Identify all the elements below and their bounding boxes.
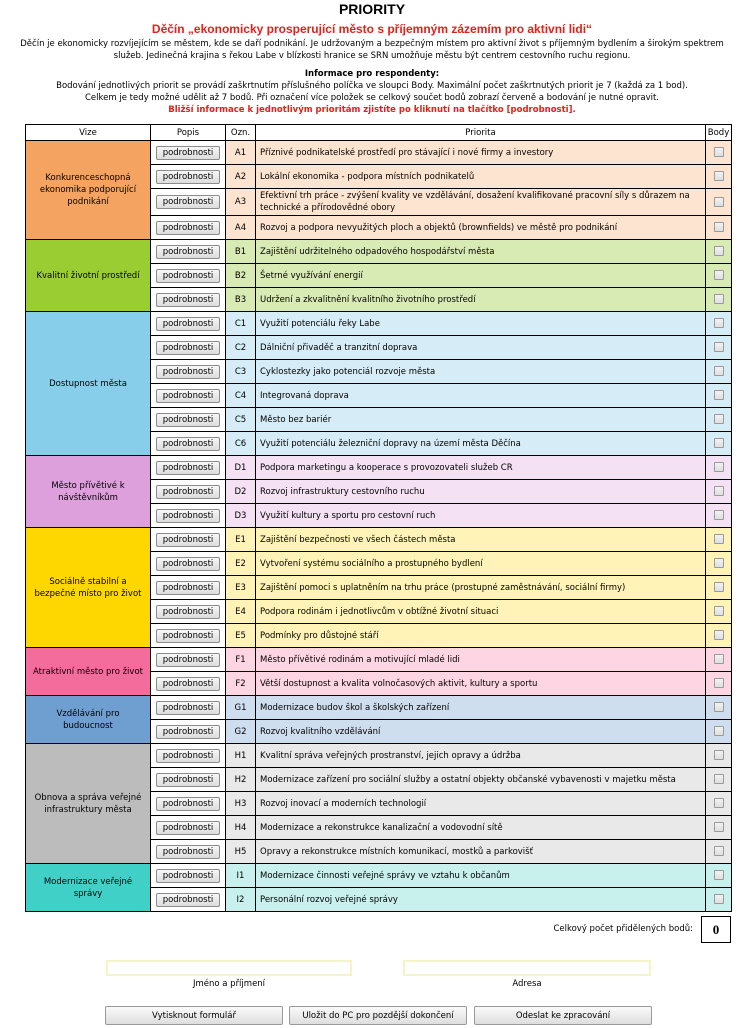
- body-cell: [706, 216, 732, 240]
- priority-text: Personální rozvoj veřejné správy: [256, 888, 706, 912]
- details-button-h2[interactable]: podrobnosti: [156, 773, 220, 787]
- priority-text: Kvalitní správa veřejných prostranství, jejich opravy a údržba: [256, 744, 706, 768]
- body-cell: [706, 648, 732, 672]
- vize-cell: Dostupnost města: [26, 312, 151, 456]
- priority-code: E4: [226, 600, 256, 624]
- body-cell: [706, 240, 732, 264]
- popis-cell: [151, 480, 226, 504]
- points-checkbox-c1[interactable]: [714, 318, 724, 328]
- points-checkbox-e1[interactable]: [714, 534, 724, 544]
- popis-cell: [151, 600, 226, 624]
- priority-text: Opravy a rekonstrukce místních komunikací, mostků a parkovišť: [256, 840, 706, 864]
- priority-code: B1: [226, 240, 256, 264]
- col-popis: Popis: [151, 125, 226, 141]
- priority-code: H3: [226, 792, 256, 816]
- points-checkbox-e4[interactable]: [714, 606, 724, 616]
- send-button[interactable]: Odeslat ke zpracování: [474, 1006, 652, 1025]
- popis-cell: [151, 141, 226, 165]
- popis-cell: [151, 456, 226, 480]
- priority-text: Rozvoj kvalitního vzdělávání: [256, 720, 706, 744]
- priority-text: Zajištění bezpečnosti ve všech částech města: [256, 528, 706, 552]
- priority-text: Využití potenciálu železniční dopravy na území města Děčína: [256, 432, 706, 456]
- body-cell: [706, 480, 732, 504]
- priority-code: B2: [226, 264, 256, 288]
- points-checkbox-i1[interactable]: [714, 870, 724, 880]
- points-checkbox-f2[interactable]: [714, 678, 724, 688]
- table-row: [26, 744, 732, 768]
- priority-code: H2: [226, 768, 256, 792]
- priority-code: I2: [226, 888, 256, 912]
- priority-text: Podmínky pro důstojné stáří: [256, 624, 706, 648]
- details-button-c6[interactable]: podrobnosti: [156, 437, 220, 451]
- body-cell: [706, 696, 732, 720]
- popis-cell: [151, 696, 226, 720]
- details-button-c4[interactable]: podrobnosti: [156, 389, 220, 403]
- priority-code: I1: [226, 864, 256, 888]
- body-cell: [706, 840, 732, 864]
- details-button-a4[interactable]: podrobnosti: [156, 221, 220, 235]
- points-checkbox-a4[interactable]: [714, 222, 724, 232]
- info-red-note: Bližší informace k jednotlivým prioritám zjistíte po kliknutí na tlačítko [podrobnosti].: [168, 105, 576, 115]
- body-cell: [706, 720, 732, 744]
- points-checkbox-e5[interactable]: [714, 630, 724, 640]
- popis-cell: [151, 576, 226, 600]
- details-button-e3[interactable]: podrobnosti: [156, 581, 220, 595]
- details-button-a3[interactable]: podrobnosti: [156, 195, 220, 209]
- priority-text: Podpora rodinám i jednotlivcům v obtížné životní situaci: [256, 600, 706, 624]
- details-button-d3[interactable]: podrobnosti: [156, 509, 220, 523]
- details-button-d2[interactable]: podrobnosti: [156, 485, 220, 499]
- popis-cell: [151, 240, 226, 264]
- popis-cell: [151, 720, 226, 744]
- priority-code: F2: [226, 672, 256, 696]
- body-cell: [706, 288, 732, 312]
- body-cell: [706, 141, 732, 165]
- popis-cell: [151, 888, 226, 912]
- priority-code: F1: [226, 648, 256, 672]
- details-button-c1[interactable]: podrobnosti: [156, 317, 220, 331]
- details-button-c3[interactable]: podrobnosti: [156, 365, 220, 379]
- popis-cell: [151, 189, 226, 216]
- points-checkbox-c2[interactable]: [714, 342, 724, 352]
- priority-code: A4: [226, 216, 256, 240]
- details-button-e2[interactable]: podrobnosti: [156, 557, 220, 571]
- priority-code: C1: [226, 312, 256, 336]
- col-body: Body: [706, 125, 732, 141]
- body-cell: [706, 189, 732, 216]
- details-button-h1[interactable]: podrobnosti: [156, 749, 220, 763]
- points-checkbox-h4[interactable]: [714, 822, 724, 832]
- priority-code: C5: [226, 408, 256, 432]
- points-checkbox-c4[interactable]: [714, 390, 724, 400]
- name-input[interactable]: [106, 960, 352, 976]
- details-button-e1[interactable]: podrobnosti: [156, 533, 220, 547]
- points-checkbox-h3[interactable]: [714, 798, 724, 808]
- priority-text: Podpora marketingu a kooperace s provozovateli služeb CR: [256, 456, 706, 480]
- table-row: [26, 864, 732, 888]
- priority-text: Modernizace činnosti veřejné správy ve vztahu k občanům: [256, 864, 706, 888]
- priority-code: E5: [226, 624, 256, 648]
- body-cell: [706, 816, 732, 840]
- page-subtitle: Děčín „ekonomicky prosperující město s příjemným zázemím pro aktivní lidi“: [151, 22, 593, 36]
- priority-text: Modernizace budov škol a školských zařízení: [256, 696, 706, 720]
- popis-cell: [151, 768, 226, 792]
- body-cell: [706, 504, 732, 528]
- details-button-b2[interactable]: podrobnosti: [156, 269, 220, 283]
- points-checkbox-a3[interactable]: [714, 197, 724, 207]
- priority-text: Příznivé podnikatelské prostředí pro stávající i nové firmy a investory: [256, 141, 706, 165]
- body-cell: [706, 600, 732, 624]
- popis-cell: [151, 312, 226, 336]
- save-to-pc-button[interactable]: Uložit do PC pro pozdější dokončení: [289, 1006, 467, 1025]
- page-title: PRIORITY: [338, 1, 406, 17]
- points-checkbox-b2[interactable]: [714, 270, 724, 280]
- body-cell: [706, 864, 732, 888]
- priority-code: E1: [226, 528, 256, 552]
- body-cell: [706, 408, 732, 432]
- body-cell: [706, 768, 732, 792]
- body-cell: [706, 360, 732, 384]
- col-vize: Vize: [26, 125, 151, 141]
- points-checkbox-g2[interactable]: [714, 726, 724, 736]
- details-button-h3[interactable]: podrobnosti: [156, 797, 220, 811]
- popis-cell: [151, 216, 226, 240]
- points-checkbox-g1[interactable]: [714, 702, 724, 712]
- body-cell: [706, 456, 732, 480]
- priority-code: C4: [226, 384, 256, 408]
- popis-cell: [151, 840, 226, 864]
- body-cell: [706, 165, 732, 189]
- table-row: [26, 312, 732, 336]
- intro-text: Děčín je ekonomicky rozvíjejícím se městem, kde se daří podnikání. Je udržovaným a bezpečným místem pro aktivní život s příjemným bydlením a širokým spektrem služeb. Jedinečná krajina s řekou Labe v blízkosti hranice se SRN umožňuje městu být centrem cestovního ruchu regionu.: [20, 39, 724, 61]
- points-checkbox-b1[interactable]: [714, 246, 724, 256]
- total-row: [25, 916, 731, 942]
- priority-text: Zajištění pomoci s uplatněním na trhu práce (prostupné zaměstnávání, sociální firmy): [256, 576, 706, 600]
- points-checkbox-i2[interactable]: [714, 894, 724, 904]
- priority-code: H1: [226, 744, 256, 768]
- priority-code: C2: [226, 336, 256, 360]
- popis-cell: [151, 528, 226, 552]
- priority-code: H5: [226, 840, 256, 864]
- col-ozn: Ozn.: [226, 125, 256, 141]
- info-line-2: Celkem je tedy možné udělit až 7 bodů. Při označení více položek se celkový součet bodů zobrazí červeně a bodování je nutné opravit.: [85, 93, 659, 103]
- priority-code: C3: [226, 360, 256, 384]
- details-button-f1[interactable]: podrobnosti: [156, 653, 220, 667]
- details-button-d1[interactable]: podrobnosti: [156, 461, 220, 475]
- priority-text: Lokální ekonomika - podpora místních podnikatelů: [256, 165, 706, 189]
- popis-cell: [151, 408, 226, 432]
- priority-text: Šetrné využívání energií: [256, 264, 706, 288]
- details-button-g1[interactable]: podrobnosti: [156, 701, 220, 715]
- popis-cell: [151, 288, 226, 312]
- popis-cell: [151, 744, 226, 768]
- priority-text: Město přívětivé rodinám a motivující mladé lidi: [256, 648, 706, 672]
- points-checkbox-h1[interactable]: [714, 750, 724, 760]
- priority-code: A1: [226, 141, 256, 165]
- popis-cell: [151, 264, 226, 288]
- popis-cell: [151, 360, 226, 384]
- popis-cell: [151, 672, 226, 696]
- priority-text: Modernizace a rekonstrukce kanalizační a vodovodní sítě: [256, 816, 706, 840]
- popis-cell: [151, 864, 226, 888]
- points-checkbox-a2[interactable]: [714, 171, 724, 181]
- info-heading: Informace pro respondenty:: [304, 69, 440, 79]
- points-checkbox-d3[interactable]: [714, 510, 724, 520]
- vize-cell: Město přívětivé k návštěvníkům: [26, 456, 151, 528]
- body-cell: [706, 744, 732, 768]
- address-input[interactable]: [403, 960, 651, 976]
- priority-code: E3: [226, 576, 256, 600]
- priority-text: Zajištění udržitelného odpadového hospodářství města: [256, 240, 706, 264]
- vize-cell: Konkurenceschopná ekonomika podporující podnikání: [26, 141, 151, 240]
- details-button-a2[interactable]: podrobnosti: [156, 170, 220, 184]
- details-button-h4[interactable]: podrobnosti: [156, 821, 220, 835]
- priority-code: G2: [226, 720, 256, 744]
- vize-cell: Vzdělávání pro budoucnost: [26, 696, 151, 744]
- priority-text: Rozvoj a podpora nevyužitých ploch a objektů (brownfields) ve městě pro podnikání: [256, 216, 706, 240]
- details-button-i2[interactable]: podrobnosti: [156, 893, 220, 907]
- details-button-a1[interactable]: podrobnosti: [156, 146, 220, 160]
- details-button-c5[interactable]: podrobnosti: [156, 413, 220, 427]
- details-button-h5[interactable]: podrobnosti: [156, 845, 220, 859]
- priority-text: Využití potenciálu řeky Labe: [256, 312, 706, 336]
- priority-text: Využití kultury a sportu pro cestovní ruch: [256, 504, 706, 528]
- print-form-button[interactable]: Vytisknout formulář: [105, 1006, 283, 1025]
- priority-text: Rozvoj infrastruktury cestovního ruchu: [256, 480, 706, 504]
- vize-cell: Kvalitní životní prostředí: [26, 240, 151, 312]
- info-line-1: Bodování jednotlivých priorit se provádí zaškrtnutím příslušného políčka ve sloupci Body. Maximální počet zaškrtnutých priorit je 7 (každá za 1 bod).: [56, 81, 688, 91]
- priority-code: H4: [226, 816, 256, 840]
- body-cell: [706, 624, 732, 648]
- priority-code: B3: [226, 288, 256, 312]
- popis-cell: [151, 792, 226, 816]
- table-row: [26, 456, 732, 480]
- body-cell: [706, 384, 732, 408]
- details-button-e4[interactable]: podrobnosti: [156, 605, 220, 619]
- priority-code: G1: [226, 696, 256, 720]
- priority-text: Integrovaná doprava: [256, 384, 706, 408]
- popis-cell: [151, 816, 226, 840]
- details-button-b1[interactable]: podrobnosti: [156, 245, 220, 259]
- points-checkbox-h5[interactable]: [714, 846, 724, 856]
- priority-text: Město bez bariér: [256, 408, 706, 432]
- popis-cell: [151, 165, 226, 189]
- vize-cell: Atraktivní město pro život: [26, 648, 151, 696]
- body-cell: [706, 528, 732, 552]
- details-button-i1[interactable]: podrobnosti: [156, 869, 220, 883]
- table-row: [26, 240, 732, 264]
- priority-table: [25, 124, 732, 912]
- body-cell: [706, 336, 732, 360]
- points-checkbox-a1[interactable]: [714, 147, 724, 157]
- popis-cell: [151, 432, 226, 456]
- priority-text: Větší dostupnost a kvalita volnočasových aktivit, kultury a sportu: [256, 672, 706, 696]
- popis-cell: [151, 336, 226, 360]
- table-header: [26, 125, 732, 141]
- points-checkbox-d1[interactable]: [714, 462, 724, 472]
- priority-text: Dálniční přivaděč a tranzitní doprava: [256, 336, 706, 360]
- col-priorita: Priorita: [256, 125, 706, 141]
- popis-cell: [151, 384, 226, 408]
- priority-code: C6: [226, 432, 256, 456]
- address-label: Adresa: [512, 979, 542, 989]
- details-button-c2[interactable]: podrobnosti: [156, 341, 220, 355]
- body-cell: [706, 432, 732, 456]
- points-checkbox-h2[interactable]: [714, 774, 724, 784]
- body-cell: [706, 576, 732, 600]
- details-button-g2[interactable]: podrobnosti: [156, 725, 220, 739]
- priority-text: Efektivní trh práce - zvýšení kvality ve vzdělávání, dosažení kvalifikované pracovní síly s důrazem na technické a přírodovědné obory: [256, 189, 706, 216]
- points-checkbox-f1[interactable]: [714, 654, 724, 664]
- total-points: 0: [701, 916, 731, 943]
- points-checkbox-c6[interactable]: [714, 438, 724, 448]
- priority-code: D2: [226, 480, 256, 504]
- body-cell: [706, 312, 732, 336]
- details-button-e5[interactable]: podrobnosti: [156, 629, 220, 643]
- points-checkbox-e3[interactable]: [714, 582, 724, 592]
- priority-text: Udržení a zkvalitnění kvalitního životního prostředí: [256, 288, 706, 312]
- points-checkbox-d2[interactable]: [714, 486, 724, 496]
- table-row: [26, 696, 732, 720]
- body-cell: [706, 792, 732, 816]
- details-button-f2[interactable]: podrobnosti: [156, 677, 220, 691]
- priority-code: A3: [226, 189, 256, 216]
- body-cell: [706, 552, 732, 576]
- popis-cell: [151, 624, 226, 648]
- table-row: [26, 528, 732, 552]
- points-checkbox-b3[interactable]: [714, 294, 724, 304]
- popis-cell: [151, 648, 226, 672]
- priority-text: Modernizace zařízení pro sociální služby a ostatní objekty občanské vybavenosti v majetku města: [256, 768, 706, 792]
- body-cell: [706, 888, 732, 912]
- points-checkbox-e2[interactable]: [714, 558, 724, 568]
- table-row: [26, 648, 732, 672]
- points-checkbox-c3[interactable]: [714, 366, 724, 376]
- name-label: Jméno a příjmení: [192, 979, 266, 989]
- priority-text: Rozvoj inovací a moderních technologií: [256, 792, 706, 816]
- body-cell: [706, 672, 732, 696]
- points-checkbox-c5[interactable]: [714, 414, 724, 424]
- table-body: [26, 141, 732, 912]
- body-cell: [706, 264, 732, 288]
- details-button-b3[interactable]: podrobnosti: [156, 293, 220, 307]
- popis-cell: [151, 552, 226, 576]
- priority-text: Cyklostezky jako potenciál rozvoje města: [256, 360, 706, 384]
- table-row: [26, 141, 732, 165]
- priority-code: D3: [226, 504, 256, 528]
- priority-code: D1: [226, 456, 256, 480]
- priority-code: A2: [226, 165, 256, 189]
- total-label: Celkový počet přidělených bodů:: [553, 924, 693, 934]
- vize-cell: Obnova a správa veřejné infrastruktury města: [26, 744, 151, 864]
- priority-code: E2: [226, 552, 256, 576]
- popis-cell: [151, 504, 226, 528]
- priority-text: Vytvoření systému sociálního a prostupného bydlení: [256, 552, 706, 576]
- vize-cell: Modernizace veřejné správy: [26, 864, 151, 912]
- vize-cell: Sociálně stabilní a bezpečné místo pro život: [26, 528, 151, 648]
